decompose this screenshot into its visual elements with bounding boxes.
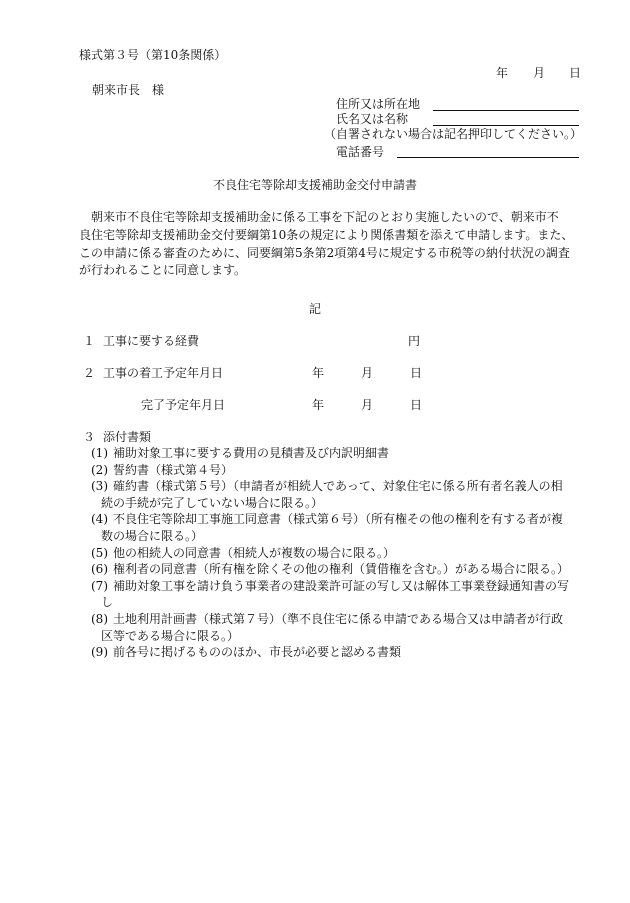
document-title: 不良住宅等除却支援補助金交付申請書 (212, 178, 417, 192)
attachment-number: (5) (91, 545, 108, 560)
end-month: 月 (361, 398, 374, 412)
form-number: 様式第３号（第10条関係） (79, 48, 227, 62)
attachment-number: (4) (91, 512, 108, 527)
start-year: 年 (312, 366, 325, 380)
attachment-number: (1) (91, 446, 108, 460)
item-3-label: 添付書類 (103, 430, 152, 444)
item-2-number: ２ (83, 366, 96, 380)
start-day: 日 (410, 366, 423, 380)
item-2-label: 工事の着工予定年月日 (103, 366, 224, 380)
address-label: 住所又は所在地 (336, 97, 421, 111)
attachment-number: (9) (91, 645, 108, 660)
item-3-number: ３ (83, 430, 96, 444)
attachment-number: (8) (91, 612, 108, 626)
attachment-text: 前各号に掲げるもののほか、市長が必要と認める書類 (113, 645, 402, 660)
attachment-text: 補助対象工事を請け負う事業者の建設業許可証の写し又は解体工事業登録通知書の写 (113, 578, 570, 593)
attachment-text: し (101, 595, 114, 610)
address-field[interactable] (433, 110, 579, 111)
attachment-number: (3) (91, 479, 108, 494)
attachment-text: 区等である場合に限る。） (101, 628, 240, 643)
body-line-3: この申請に係る審査のために、同要綱第5条第2項第4号に規定する市税等の納付状況の調査 (79, 246, 570, 260)
date-year: 年 (496, 66, 509, 80)
end-year: 年 (312, 398, 325, 412)
attachment-text: 他の相続人の同意書（相続人が複数の場合に限る。） (113, 545, 396, 560)
name-field[interactable] (433, 125, 579, 126)
attachment-number: (6) (91, 562, 108, 577)
end-label: 完了予定年月日 (141, 398, 226, 412)
date-day: 日 (569, 66, 582, 80)
attachment-text: 補助対象工事に要する費用の見積書及び内訳明細書 (113, 446, 390, 460)
ki-heading: 記 (308, 302, 321, 316)
body-line-1: 朝来市不良住宅等除却支援補助金に係る工事を下記のとおり実施したいので、朝来市不 (91, 210, 559, 224)
attachment-text: 続の手続が完了していない場合に限る。） (101, 495, 324, 510)
attachment-text: 権利者の同意書（所有権を除くその他の権利（賃借権を含む。）がある場合に限る。） (113, 562, 570, 577)
attachment-text: 不良住宅等除却工事施工同意書（様式第６号）（所有権その他の権利を有する者が複 (113, 512, 564, 527)
item-1-number: １ (83, 334, 96, 348)
cost-unit: 円 (408, 334, 421, 348)
attachment-text: 土地利用計画書（様式第７号）（準不良住宅に係る申請である場合又は申請者が行政 (113, 612, 564, 626)
body-line-4: が行われることに同意します。 (79, 263, 247, 277)
attachment-text: 数の場合に限る。） (101, 529, 204, 543)
body-line-2: 良住宅等除却支援補助金交付要綱第10条の規定により関係書類を添えて申請します。また、 (79, 228, 574, 242)
phone-field[interactable] (397, 157, 579, 158)
date-month: 月 (533, 66, 546, 80)
end-day: 日 (410, 398, 423, 412)
phone-label: 電話番号 (336, 145, 385, 159)
attachment-number: (2) (91, 462, 108, 477)
signature-note: （自署されない場合は記名押印してください。） (324, 127, 583, 141)
start-month: 月 (361, 366, 374, 380)
name-label: 氏名又は名称 (336, 112, 409, 126)
attachment-number: (7) (91, 578, 108, 593)
addressee: 朝来市長 様 (92, 83, 165, 97)
attachment-text: 誓約書（様式第４号） (113, 462, 234, 477)
item-1-label: 工事に要する経費 (103, 334, 200, 348)
attachment-text: 確約書（様式第５号）（申請者が相続人であって、対象住宅に係る所有者名義人の相 (113, 479, 563, 494)
